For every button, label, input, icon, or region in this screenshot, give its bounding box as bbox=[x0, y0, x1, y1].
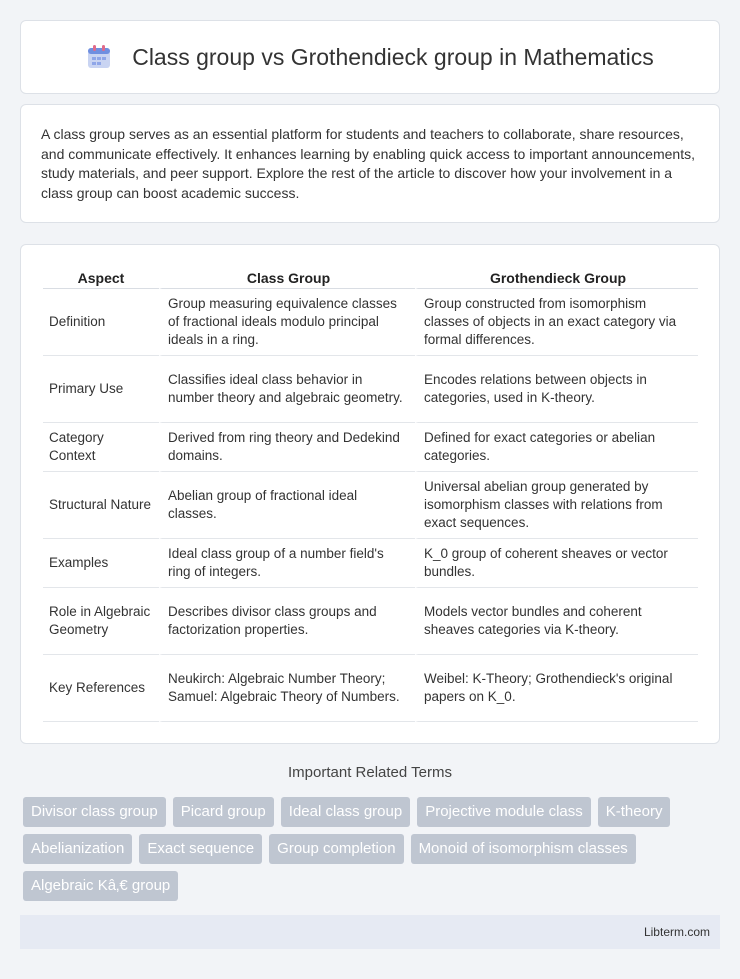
class-group-cell: Group measuring equivalence classes of fractional ideals modulo principal ideals in a ring. bbox=[159, 289, 415, 356]
aspect-cell: Examples bbox=[43, 539, 159, 588]
tag-group-completion[interactable]: Group completion bbox=[269, 834, 403, 864]
table-row bbox=[43, 588, 698, 655]
tag-k-theory[interactable]: K-theory bbox=[598, 797, 671, 827]
grothendieck-group-cell: K_0 group of coherent sheaves or vector bundles. bbox=[415, 539, 698, 588]
table-row bbox=[43, 655, 698, 722]
tag-exact-sequence[interactable]: Exact sequence bbox=[139, 834, 262, 864]
intro-text: A class group serves as an essential platform for students and teachers to collaborate, share resources, and communicate effectively. It enhances learning by enabling quick access to important announcements, study materials, and peer support. Explore the rest of the article to discover how your involvement in a class group can boost academic success. bbox=[41, 126, 695, 201]
class-group-cell: Describes divisor class groups and factorization properties. bbox=[159, 588, 415, 655]
footer bbox=[20, 915, 720, 949]
aspect-cell: Category Context bbox=[43, 423, 159, 472]
header-card bbox=[20, 20, 720, 94]
tag-projective-module-class[interactable]: Projective module class bbox=[417, 797, 591, 827]
aspect-cell: Key References bbox=[43, 655, 159, 722]
tag-divisor-class-group[interactable]: Divisor class group bbox=[23, 797, 166, 827]
tag-algebraic-k0-group[interactable]: Algebraic Kâ‚€ group bbox=[23, 871, 178, 901]
header-grothendieck-group: Grothendieck Group bbox=[415, 265, 698, 289]
class-group-cell: Ideal class group of a number field's ring of integers. bbox=[159, 539, 415, 588]
grothendieck-group-cell: Group constructed from isomorphism classes of objects in an exact category via formal differences. bbox=[415, 289, 698, 356]
aspect-cell: Structural Nature bbox=[43, 472, 159, 539]
class-group-cell: Abelian group of fractional ideal classes. bbox=[159, 472, 415, 539]
table-row bbox=[43, 289, 698, 356]
grothendieck-group-cell: Defined for exact categories or abelian categories. bbox=[415, 423, 698, 472]
intro-card bbox=[20, 104, 720, 223]
aspect-cell: Primary Use bbox=[43, 356, 159, 423]
calendar-icon bbox=[86, 44, 112, 70]
page-title: Class group vs Grothendieck group in Mathematics bbox=[132, 43, 654, 70]
class-group-cell: Classifies ideal class behavior in number theory and algebraic geometry. bbox=[159, 356, 415, 423]
table-header-row bbox=[43, 265, 698, 289]
class-group-cell: Neukirch: Algebraic Number Theory; Samuel: Algebraic Theory of Numbers. bbox=[159, 655, 415, 722]
comparison-table-card bbox=[20, 244, 720, 744]
grothendieck-group-cell: Universal abelian group generated by isomorphism classes with relations from exact sequences. bbox=[415, 472, 698, 539]
class-group-cell: Derived from ring theory and Dedekind domains. bbox=[159, 423, 415, 472]
table-row bbox=[43, 539, 698, 588]
grothendieck-group-cell: Models vector bundles and coherent sheaves categories via K-theory. bbox=[415, 588, 698, 655]
comparison-table bbox=[43, 265, 698, 722]
aspect-cell: Definition bbox=[43, 289, 159, 356]
tag-picard-group[interactable]: Picard group bbox=[173, 797, 274, 827]
aspect-cell: Role in Algebraic Geometry bbox=[43, 588, 159, 655]
grothendieck-group-cell: Encodes relations between objects in categories, used in K-theory. bbox=[415, 356, 698, 423]
table-row bbox=[43, 472, 698, 539]
table-row bbox=[43, 423, 698, 472]
tag-monoid-of-isomorphism-classes[interactable]: Monoid of isomorphism classes bbox=[411, 834, 636, 864]
footer-site-link[interactable]: Libterm.com bbox=[643, 925, 710, 939]
related-terms-tags bbox=[23, 797, 723, 901]
table-row bbox=[43, 356, 698, 423]
tag-ideal-class-group[interactable]: Ideal class group bbox=[281, 797, 410, 827]
related-terms-title: Important Related Terms bbox=[288, 764, 452, 781]
tag-abelianization[interactable]: Abelianization bbox=[23, 834, 132, 864]
grothendieck-group-cell: Weibel: K-Theory; Grothendieck's original papers on K_0. bbox=[415, 655, 698, 722]
header-class-group: Class Group bbox=[159, 265, 415, 289]
header-aspect: Aspect bbox=[43, 265, 159, 289]
